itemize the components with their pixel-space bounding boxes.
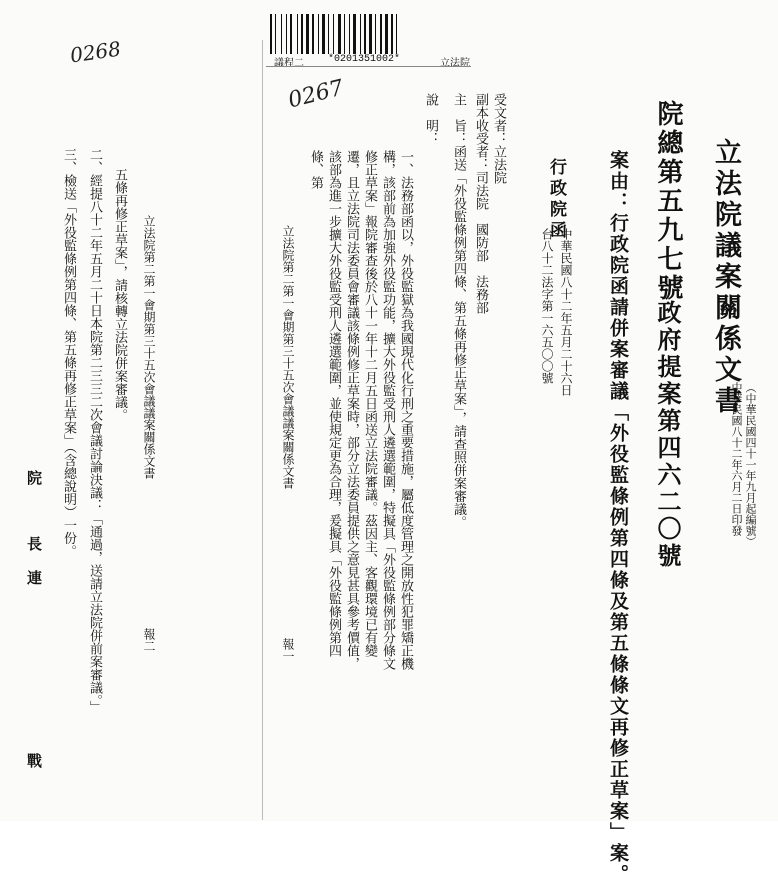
main-subject-line: 主 旨：函送「外役監條例第四條、第五條再修正草案」，請查照併案審議。 — [451, 93, 466, 529]
proposal-number: 院總第五九七號 — [653, 100, 683, 303]
barcode-bar — [312, 14, 314, 54]
recipient-line: 受文者：立法院 — [491, 93, 506, 184]
signature-title: 院 長 — [25, 470, 43, 569]
barcode-bar — [385, 14, 388, 54]
paragraph-1-continued: 五條再修正草案」，請核轉立法院併案審議。 — [112, 168, 127, 422]
barcode-bar — [391, 14, 393, 54]
handwritten-page-number-left: 0268 — [68, 36, 123, 68]
right-page-number: 報一 — [281, 638, 295, 662]
right-page-footer: 立法院第二第一會期第三十五次會議議案關係文書 — [281, 225, 295, 489]
barcode-number: *0201351002* — [328, 54, 401, 65]
barcode-bar — [322, 14, 325, 54]
barcode-bar — [344, 14, 345, 54]
cc-recipients-line: 副本收受者：司法院 國防部 法務部 — [473, 93, 488, 314]
barcode-bar — [360, 14, 361, 54]
agency-date: 中華民國八十二年五月二十六日 — [559, 228, 573, 396]
barcode-bar — [380, 14, 382, 54]
barcode-bar — [328, 14, 329, 54]
barcode-bar — [281, 14, 282, 54]
barcode-bar — [270, 14, 272, 54]
barcode-label-right: 立法院 — [440, 59, 470, 70]
barcode — [268, 14, 428, 56]
paragraph-1: 一、法務部函以，外役監獄為我國現代化行刑之重要措施，屬低度管理之開放性犯罪矯正機構，該部前為加強外役監功能，擴大外役監受刑人遴選範圍，特擬具「外役監條例部分條文修正草案」報院審查後於八十一年十二月五日函送立法院審議。茲因主、客觀環境已有變遷，且立法院司法委員會審議該條例修正草案時，部分立法委員提供之意見甚具參考價值，該部為進一步擴大外役監受刑人遴選範圍，並使規定更為合理，爰擬具「外役監條例第四條、第 — [308, 150, 413, 670]
paragraph-2: 二、經提八十二年五月二十日本院第二三三二次會議討論決議：「通過，送請立法院併前案審議。」 — [87, 148, 102, 714]
barcode-bar — [290, 14, 292, 54]
paragraph-3: 三、檢送「外役監條例第四條、第五條再修正草案」（含總說明）一份。 — [61, 148, 76, 558]
barcode-bar — [333, 14, 334, 54]
barcode-underline — [266, 52, 471, 67]
barcode-bar — [297, 14, 298, 54]
barcode-bar — [349, 14, 350, 54]
barcode-bar — [286, 14, 287, 54]
barcode-bar — [275, 14, 276, 54]
edition-line-1: （中華民國四十一年九月起編號） — [744, 382, 757, 547]
barcode-bar — [353, 14, 356, 54]
barcode-bar — [396, 14, 397, 54]
barcode-label-left: 議程二 — [274, 59, 304, 70]
barcode-bar — [318, 14, 319, 54]
left-page-footer: 立法院第二第一會期第三十五次會議議案關係文書 — [142, 215, 156, 479]
explanation-label: 說 明： — [423, 93, 438, 145]
page-divider — [262, 40, 263, 820]
agency-name: 行政院函 — [546, 158, 566, 242]
barcode-bar — [369, 14, 372, 54]
left-page-number: 報二 — [142, 628, 156, 652]
subject-line: 案由：行政院函請併案審議「外役監條例第四條及第五條條文再修正草案」案。 — [607, 150, 629, 885]
agency-reference: 台八十二法字第一六五〇〇號 — [540, 228, 554, 384]
barcode-bar — [338, 14, 341, 54]
signature-name: 連 戰 — [25, 570, 43, 814]
barcode-bar — [364, 14, 366, 54]
document-title: 立法院議案關係文書 — [710, 138, 741, 417]
barcode-bar — [306, 14, 309, 54]
barcode-bar — [301, 14, 303, 54]
edition-line-2: 中華民國八十二年六月二日印發 — [730, 382, 743, 536]
barcode-bar — [375, 14, 376, 54]
handwritten-page-number-middle: 0267 — [285, 75, 347, 114]
government-proposal-number: 政府提案第四六二〇號 — [653, 300, 682, 570]
